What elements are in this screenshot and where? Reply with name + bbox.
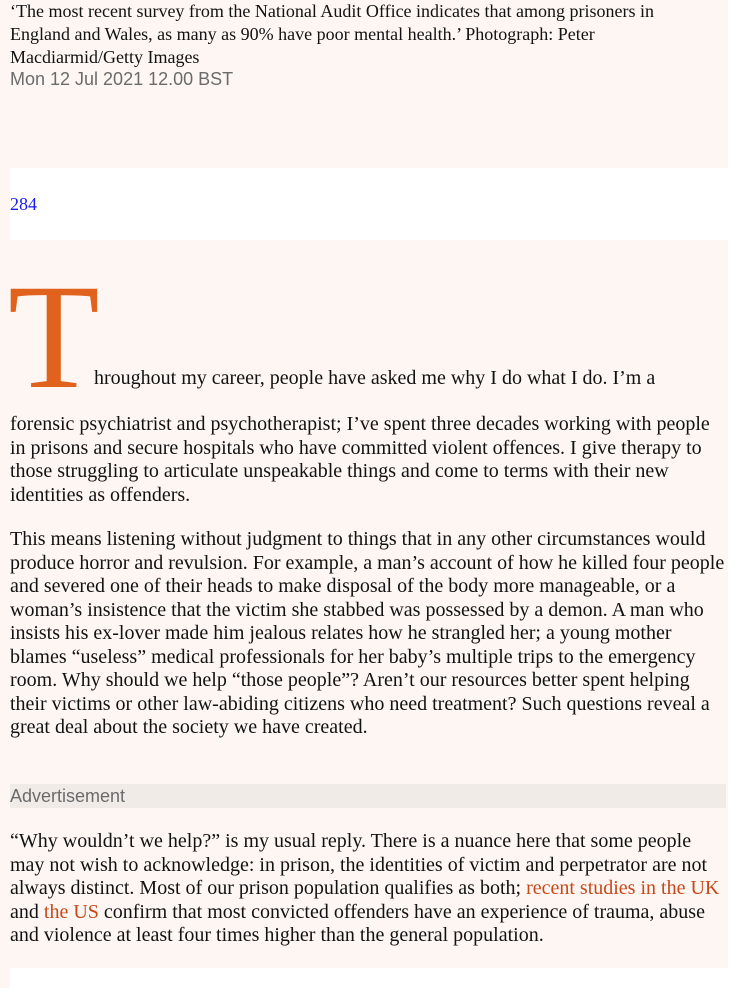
first-line: hroughout my career, people have asked me why I do what I do. I’m a — [94, 367, 656, 389]
drop-cap: T — [8, 254, 100, 420]
advertisement-label: Advertisement — [10, 786, 126, 806]
paragraph-1: forensic psychiatrist and psychotherapist; I’ve spent three decades working with people in prisons and secure hospitals who have committed violent offences. I give therapy to those struggling to articulate unspeakable things and come to terms with their new identities as offenders. — [10, 413, 710, 506]
link-uk-studies[interactable]: recent studies in the UK — [526, 877, 720, 899]
link-us-studies[interactable]: the US — [43, 900, 99, 923]
paragraph-3 — [10, 830, 726, 948]
publish-date: Mon 12 Jul 2021 12.00 BST — [10, 69, 234, 89]
paragraph-2: This means listening without judgment to things that in any other circumstances would produce horror and revulsion. For example, a man’s account of how he killed four people and severed one of their heads to make disposal of the body more manageable, or a woman’s insistence that the victim she stabbed was possessed by a demon. A man who insists his ex-lover made him jealous relates how he strangled her; a young mother blames “useless” medical professionals for her baby’s multiple trips to the emergency room. Why should we help “those people”? Aren’t our resources better spent helping their victims or other law-abiding citizens who need treatment? Such questions reveal a great deal about the society we have created. — [10, 528, 725, 738]
comment-count-link[interactable]: 284 — [10, 194, 37, 214]
paragraph-3-text-b: and — [10, 900, 44, 923]
image-caption: ‘The most recent survey from the National Audit Office indicates that among prisoners in England and Wales, as many as 90% have poor mental health.’ Photograph: Peter Macdiarmid/Getty Images — [10, 1, 654, 67]
header-spacer — [0, 94, 728, 168]
paragraph-3-text-c: confirm that most convicted offenders have an experience of trauma, abuse and violence at least four times higher than the general population. — [10, 900, 705, 946]
paragraph-3-text-a: “Why wouldn’t we help?” is my usual reply. There is a nuance here that some people may not wish to acknowledge: in prison, the identities of victim and perpetrator are not always distinct. Most of our prison population qualifies as both; — [10, 830, 708, 899]
